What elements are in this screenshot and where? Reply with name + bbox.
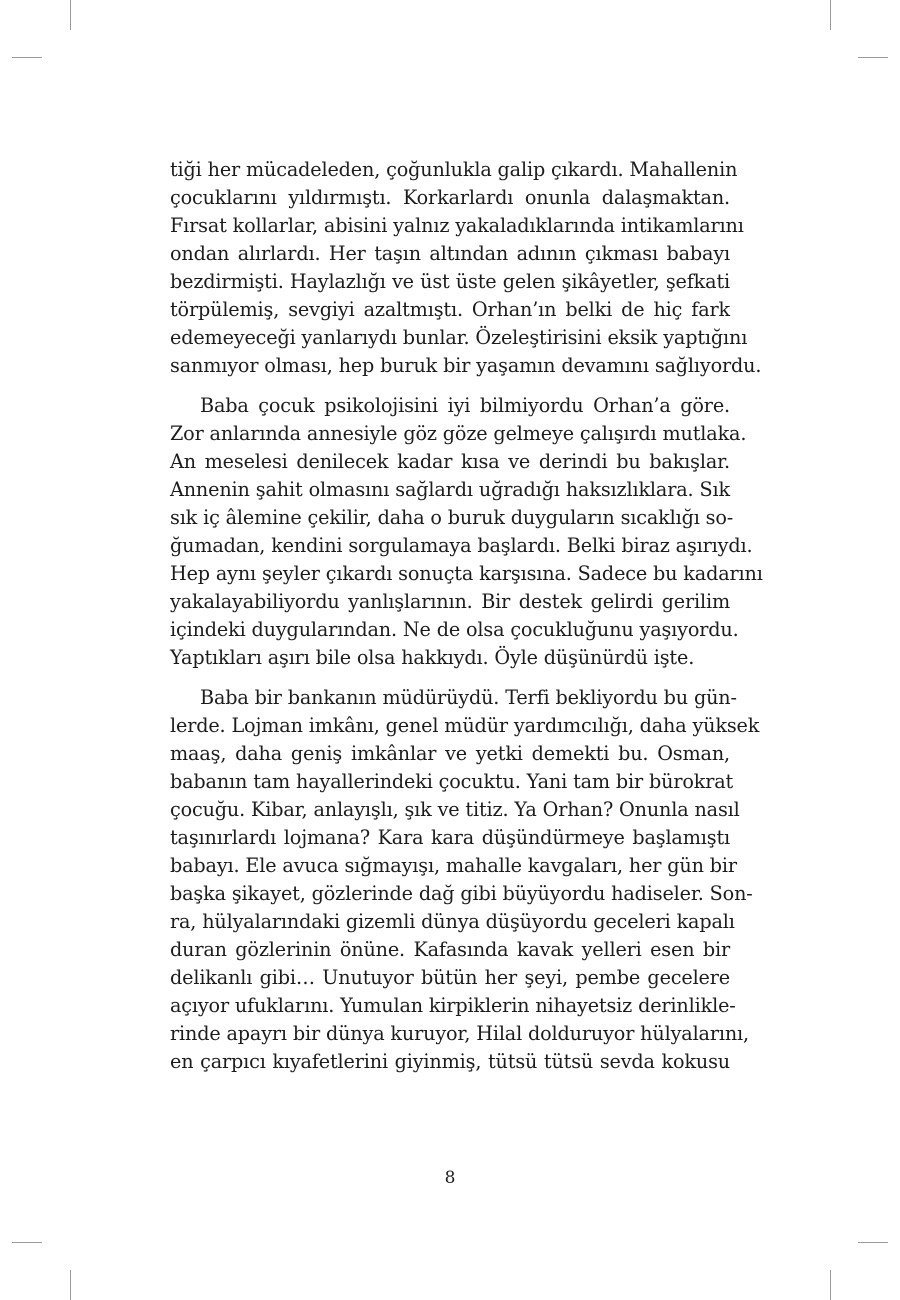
- text-line: Yaptıkları aşırı bile olsa hakkıydı. Öyle düşünürdü işte.: [170, 646, 695, 669]
- text-line: duran gözlerinin önüne. Kafasında kavak yelleri esen bir: [170, 938, 730, 961]
- text-line: törpülemiş, sevgiyi azaltmıştı. Orhan’ın belki de hiç fark: [170, 298, 730, 321]
- text-line: yakalayabiliyordu yanlışlarının. Bir destek gelirdi gerilim: [170, 590, 730, 613]
- text-line: ğumadan, kendini sorgulamaya başlardı. Belki biraz aşırıydı.: [170, 534, 753, 557]
- text-line: Hep aynı şeyler çıkardı sonuçta karşısına. Sadece bu kadarını: [170, 562, 763, 585]
- paragraph: [170, 392, 763, 672]
- crop-mark-bottom-left: [70, 1270, 71, 1300]
- crop-mark-left-bottom: [12, 1242, 42, 1243]
- text-line: bezdirmişti. Haylazlığı ve üst üste gelen şikâyetler, şefkati: [170, 270, 730, 293]
- crop-mark-bottom-right: [830, 1270, 831, 1300]
- paragraph: [170, 684, 760, 1076]
- text-line: açıyor ufuklarını. Yumulan kirpiklerin nihayetsiz derinlikle-: [170, 994, 736, 1017]
- text-line: başka şikayet, gözlerinde dağ gibi büyüyordu hadiseler. Son-: [170, 882, 753, 905]
- body-text: [170, 156, 763, 1076]
- crop-mark-left-top: [12, 57, 42, 58]
- text-line: taşınırlardı lojmana? Kara kara düşündürmeye başlamıştı: [170, 826, 730, 849]
- text-line: babayı. Ele avuca sığmayışı, mahalle kavgaları, her gün bir: [170, 854, 737, 877]
- text-line: içindeki duygularından. Ne de olsa çocukluğunu yaşıyordu.: [170, 618, 739, 641]
- text-line: tiği her mücadeleden, çoğunlukla galip çıkardı. Mahallenin: [170, 158, 738, 181]
- paragraph: [170, 156, 762, 380]
- text-line: Baba bir bankanın müdürüydü. Terfi bekliyordu bu gün-: [200, 686, 737, 709]
- text-line: Annenin şahit olmasını sağlardı uğradığı haksızlıklara. Sık: [170, 478, 730, 501]
- crop-mark-right-top: [858, 57, 888, 58]
- text-line: rinde apayrı bir dünya kuruyor, Hilal dolduruyor hülyalarını,: [170, 1022, 749, 1045]
- text-line: lerde. Lojman imkânı, genel müdür yardımcılığı, daha yüksek: [170, 714, 760, 737]
- text-line: Baba çocuk psikolojisini iyi bilmiyordu Orhan’a göre.: [200, 394, 730, 417]
- text-line: edemeyeceği yanlarıydı bunlar. Özeleştirisini eksik yaptığını: [170, 326, 748, 349]
- text-line: An meselesi denilecek kadar kısa ve derindi bu bakışlar.: [170, 450, 730, 473]
- page-number: 8: [444, 1168, 456, 1188]
- text-line: çocuğu. Kibar, anlayışlı, şık ve titiz. Ya Orhan? Onunla nasıl: [170, 798, 740, 821]
- text-line: sık iç âlemine çekilir, daha o buruk duyguların sıcaklığı so-: [170, 506, 734, 529]
- text-line: Fırsat kollarlar, abisini yalnız yakaladıklarında intikamlarını: [170, 214, 744, 237]
- text-line: en çarpıcı kıyafetlerini giyinmiş, tütsü tütsü sevda kokusu: [170, 1050, 730, 1073]
- text-line: delikanlı gibi… Unutuyor bütün her şeyi, pembe gecelere: [170, 966, 730, 989]
- crop-mark-top-right: [830, 0, 831, 30]
- crop-mark-top-left: [70, 0, 71, 30]
- text-line: ondan alırlardı. Her taşın altından adının çıkması babayı: [170, 242, 730, 265]
- text-line: babanın tam hayallerindeki çocuktu. Yani tam bir bürokrat: [170, 770, 734, 793]
- crop-mark-right-bottom: [858, 1242, 888, 1243]
- text-line: maaş, daha geniş imkânlar ve yetki demekti bu. Osman,: [170, 742, 730, 765]
- text-line: Zor anlarında annesiyle göz göze gelmeye çalışırdı mutlaka.: [170, 422, 747, 445]
- text-line: ra, hülyalarındaki gizemli dünya düşüyordu geceleri kapalı: [170, 910, 735, 933]
- text-line: çocuklarını yıldırmıştı. Korkarlardı onunla dalaşmaktan.: [170, 186, 730, 209]
- text-line: sanmıyor olması, hep buruk bir yaşamın devamını sağlıyordu.: [170, 354, 762, 377]
